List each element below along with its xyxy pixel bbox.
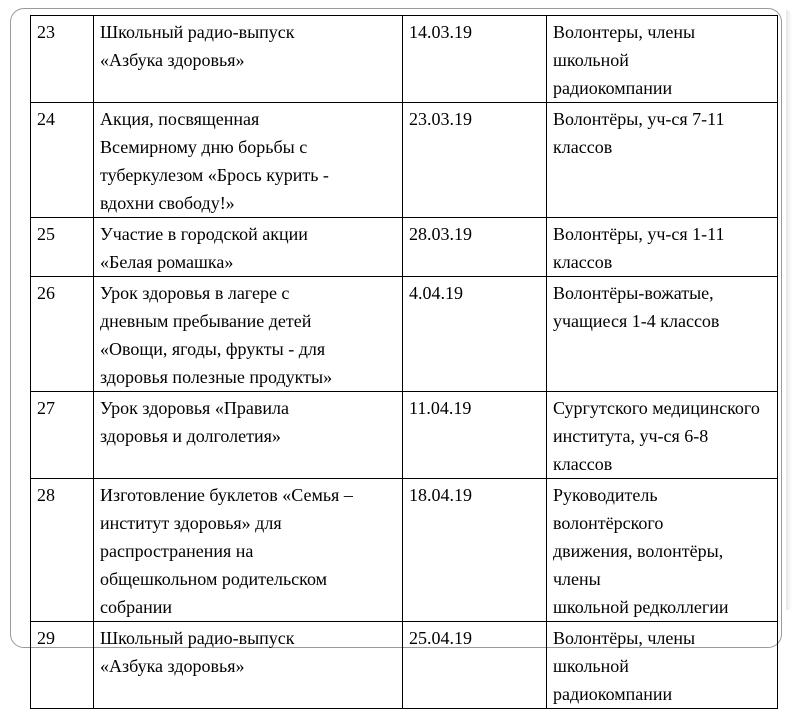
table-row <box>31 622 778 709</box>
table-row <box>31 277 778 392</box>
events-table <box>30 15 778 709</box>
row-number: 28 <box>31 479 94 622</box>
event-date: 18.04.19 <box>403 479 547 622</box>
event-date: 28.03.19 <box>403 218 547 277</box>
event-date: 11.04.19 <box>403 392 547 479</box>
row-number: 29 <box>31 622 94 709</box>
event-participants: Волонтёры, уч-ся 7-11 классов <box>547 103 778 218</box>
table-row <box>31 218 778 277</box>
slide-shadow-edge <box>786 10 792 610</box>
table-row <box>31 103 778 218</box>
event-name: Школьный радио-выпуск «Азбука здоровья» <box>94 622 403 709</box>
table-row <box>31 16 778 103</box>
event-name: Участие в городской акции «Белая ромашка» <box>94 218 403 277</box>
event-participants: Сургутского медицинского института, уч-ся 6-8 классов <box>547 392 778 479</box>
event-name: Урок здоровья «Правила здоровья и долголетия» <box>94 392 403 479</box>
row-number: 23 <box>31 16 94 103</box>
event-date: 4.04.19 <box>403 277 547 392</box>
event-date: 25.04.19 <box>403 622 547 709</box>
event-participants: Волонтёры-вожатые, учащиеся 1-4 классов <box>547 277 778 392</box>
event-participants: Волонтеры, члены школьной радиокомпании <box>547 16 778 103</box>
event-date: 14.03.19 <box>403 16 547 103</box>
event-name: Урок здоровья в лагере с дневным пребывание детей «Овощи, ягоды, фрукты - для здоровья полезные продукты» <box>94 277 403 392</box>
event-date: 23.03.19 <box>403 103 547 218</box>
event-participants: Волонтёры, уч-ся 1-11 классов <box>547 218 778 277</box>
row-number: 27 <box>31 392 94 479</box>
event-participants: Руководитель волонтёрского движения, волонтёры, члены школьной редколлегии <box>547 479 778 622</box>
table-row <box>31 479 778 622</box>
event-name: Изготовление буклетов «Семья – институт здоровья» для распространения на общешкольном родительском собрании <box>94 479 403 622</box>
table-row <box>31 392 778 479</box>
event-participants: Волонтёры, члены школьной радиокомпании <box>547 622 778 709</box>
row-number: 25 <box>31 218 94 277</box>
event-name: Школьный радио-выпуск «Азбука здоровья» <box>94 16 403 103</box>
event-name: Акция, посвященная Всемирному дню борьбы с туберкулезом «Брось курить - вдохни свободу!» <box>94 103 403 218</box>
row-number: 26 <box>31 277 94 392</box>
row-number: 24 <box>31 103 94 218</box>
